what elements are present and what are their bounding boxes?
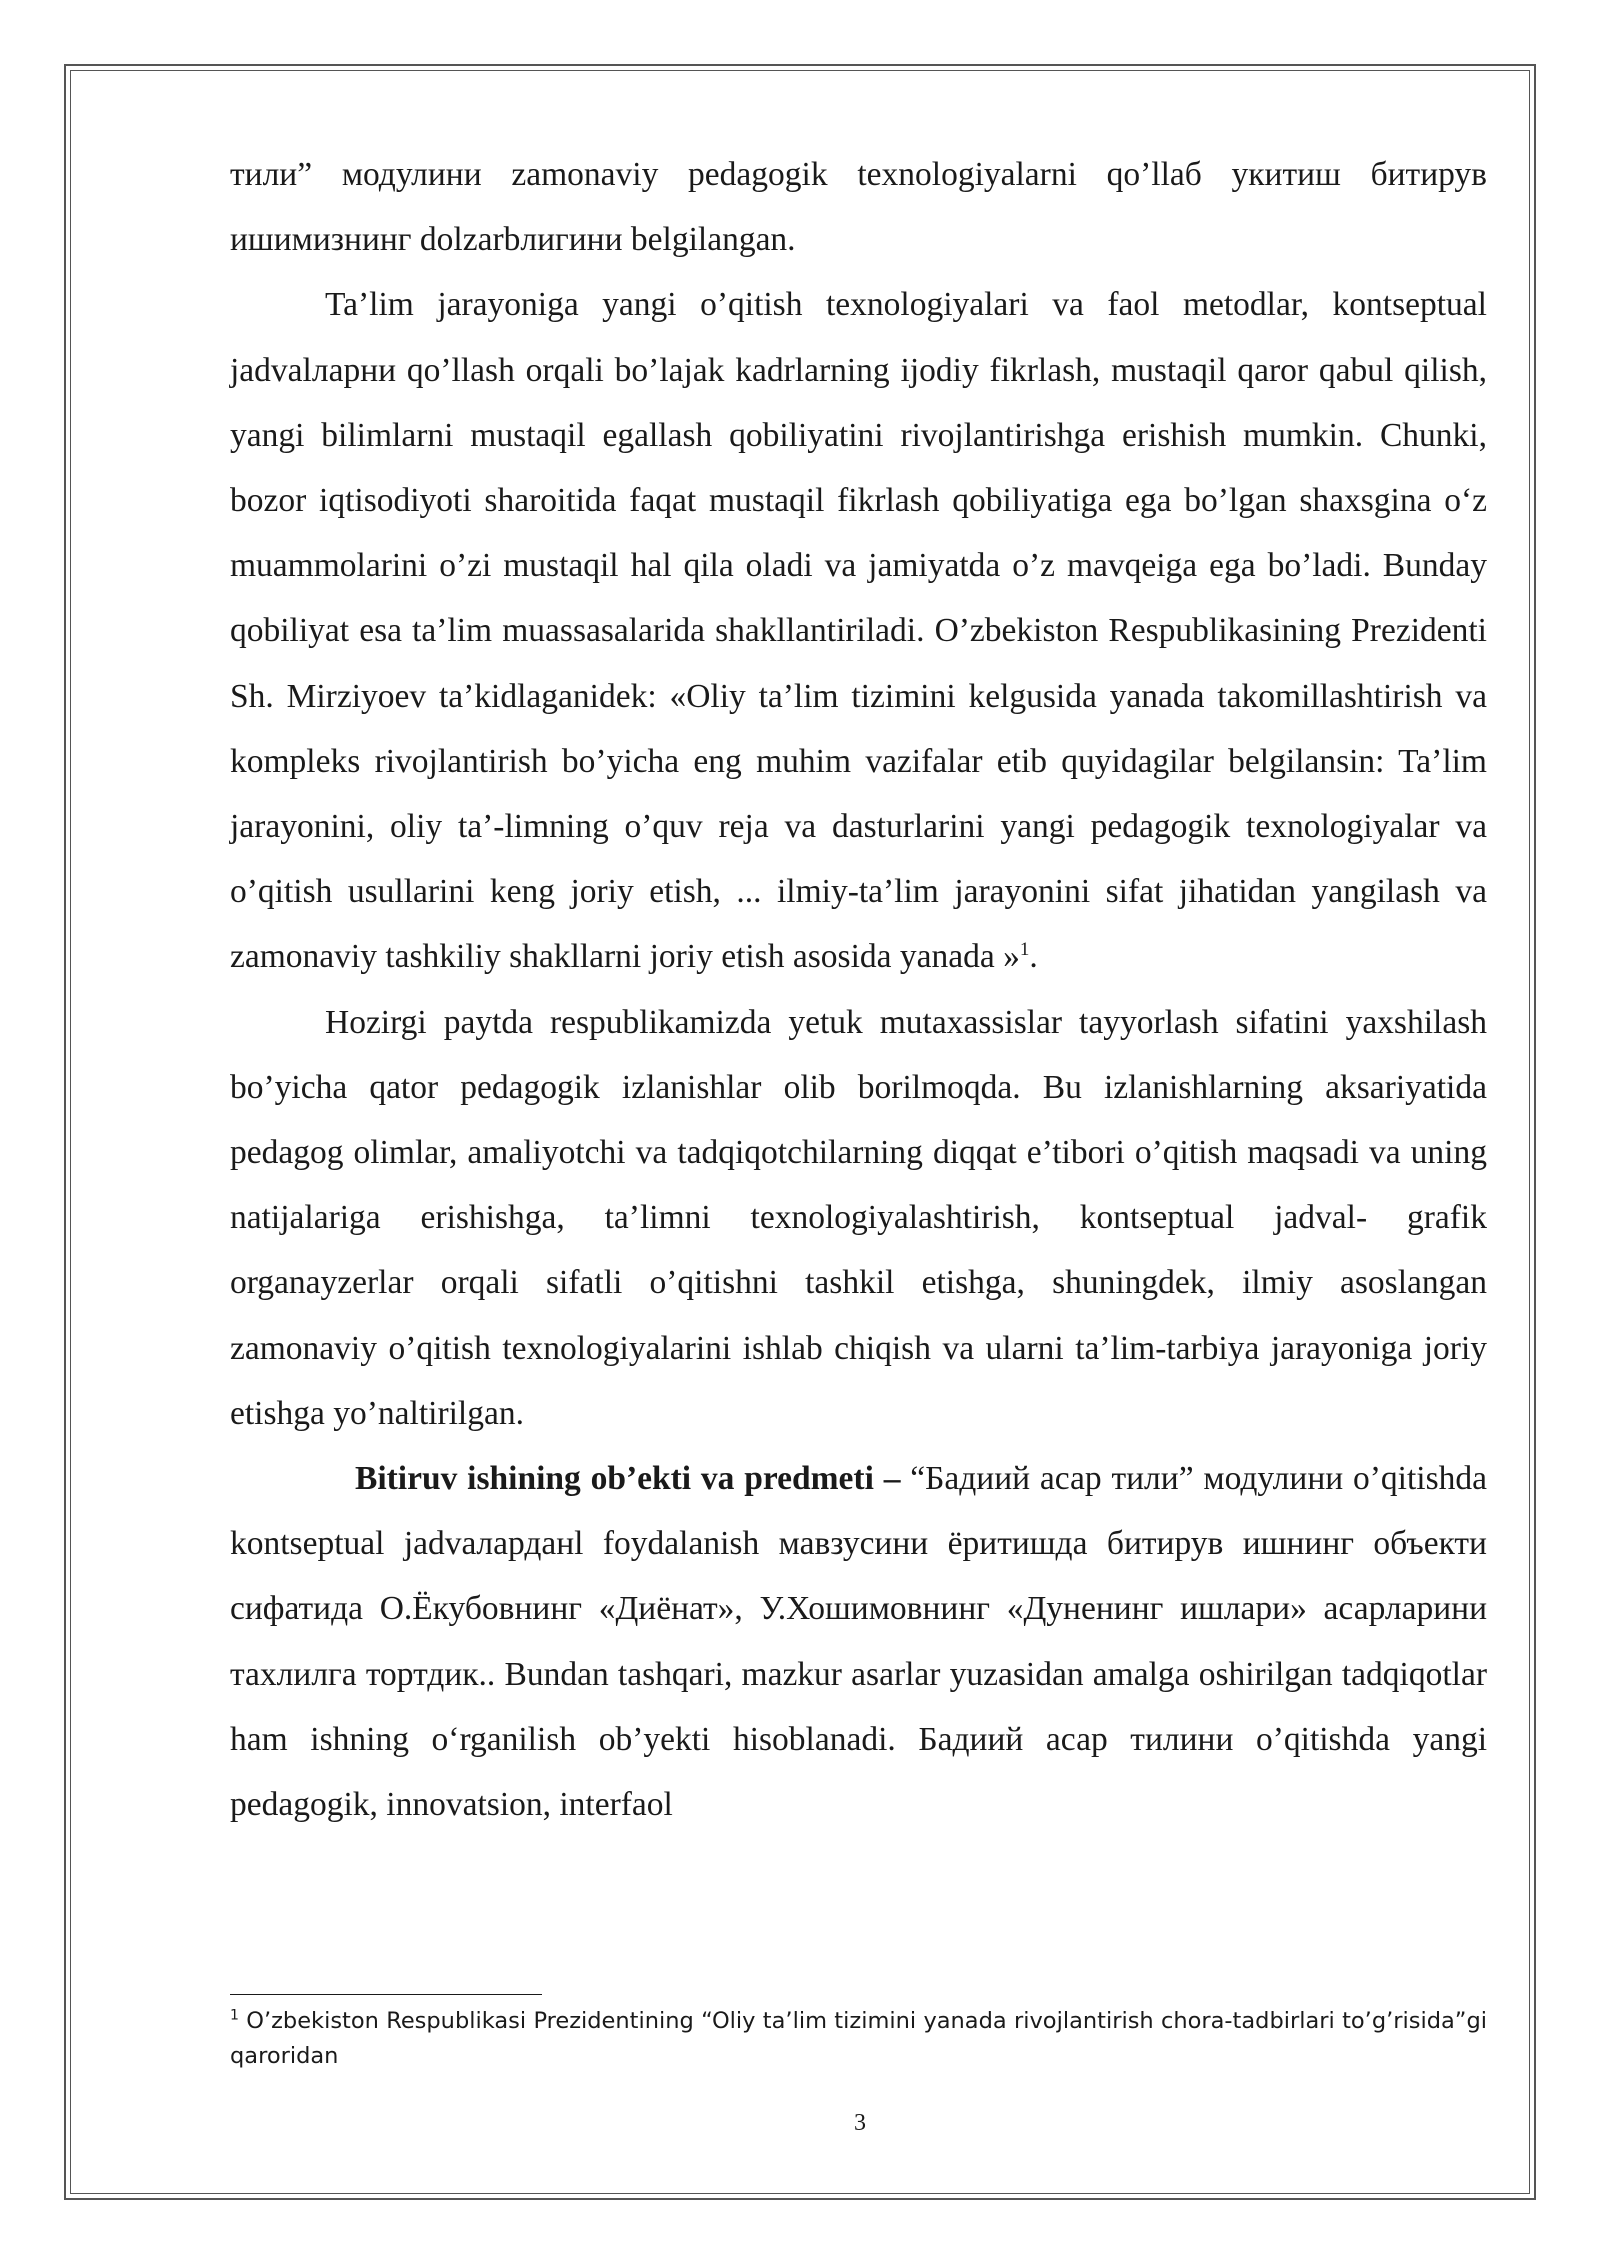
footnote-reference[interactable]: 1 <box>1019 939 1030 961</box>
paragraph-2-text: Ta’lim jarayoniga yangi o’qitish texnologiyalari va faol metodlar, kontseptual jadvalларни qo’llash orqali bo’lajak kadrlarning ijodiy fikrlash, mustaqil qaror qabul qilish, yangi bilimlarni mustaqil egallash qobiliyatini rivojlantirishga erishish mumkin. Chunki, bozor iqtisodiyoti sharoitida faqat mustaqil fikrlash qobiliyatiga ega bo’lgan shaxsgina o‘z muammolarini o’zi mustaqil hal qila oladi va jamiyatda o’z mavqeiga ega bo’ladi. Bunday qobiliyat esa ta’lim muassasalarida shakllantiriladi. O’zbekiston Respublikasining Prezidenti Sh. Mirziyoev ta’kidlaganidek: «Oliy ta’lim tizimini kelgusida yanada takomillashtirish va kompleks rivojlantirish bo’yicha eng muhim vazifalar etib quyidagilar belgilansin: Ta’lim jarayonini, oliy ta’-limning o’quv reja va dasturlarini yangi pedagogik texnologiyalar va o’qitish usullarini keng joriy etish, ... ilmiy-ta’lim jarayonini sifat jihatidan yangilash va zamonaviy tashkiliy shakllarni joriy etish asosida yanada » <box>230 286 1487 976</box>
footnote <box>230 2004 1487 2074</box>
document-body <box>230 142 1487 1837</box>
footnote-marker: 1 <box>230 2007 239 2024</box>
paragraph-4 <box>230 1446 1487 1837</box>
section-heading-object-subject: Bitiruv ishining ob’ekti va predmeti – <box>355 1460 901 1498</box>
footnote-text: O’zbekiston Respublikasi Prezidentining “Oliy ta’lim tizimini yanada rivojlantirish chora-tadbirlari to’g’risida”gi qaroridan <box>230 2008 1487 2069</box>
paragraph-4-text: “Бадиий асар тили” модулини o’qitishda kontseptual jadvaлардaнl foydalanish мавзусини ёритишда битирув ишнинг объекти сифатида О.Ёкубовнинг «Диёнат», У.Хошимовнинг «Дуненинг ишлари» асарларини тахлилга тортдик.. Bundan tashqari, mazkur asarlar yuzasidan amalga oshirilgan tadqiqotlar ham ishning o‘rganilish ob’yekti hisoblanadi. Бадиий асар тилини o’qitishda yangi pedagogik, innovatsion, interfaol <box>230 1460 1487 1824</box>
paragraph-1: тили” модулини zamonaviy pedagogik texnologiyalarni qo’llaб укитиш битирув ишимизнинг dolzarbлигини belgilangan. <box>230 156 1487 259</box>
paragraph-2-end: . <box>1029 938 1038 976</box>
paragraph-2 <box>230 272 1487 989</box>
page-number: 3 <box>854 2110 866 2136</box>
paragraph-3: Hozirgi paytda respublikamizda yetuk mutaxassislar tayyorlash sifatini yaxshilash bo’yicha qator pedagogik izlanishlar olib borilmoqda. Bu izlanishlarning aksariyatida pedagog olimlar, amaliyotchi va tadqiqotchilarning diqqat e’tibori o’qitish maqsadi va uning natijalariga erishishga, ta’limni texnologiyalashtirish, kontseptual jadval- grafik organayzerlar orqali sifatli o’qitishni tashkil etishga, shuningdek, ilmiy asoslangan zamonaviy o’qitish texnologiyalarini ishlab chiqish va ularni ta’lim-tarbiya jarayoniga joriy etishga yo’naltirilgan. <box>230 1003 1487 1432</box>
footnote-separator <box>230 1994 542 1995</box>
